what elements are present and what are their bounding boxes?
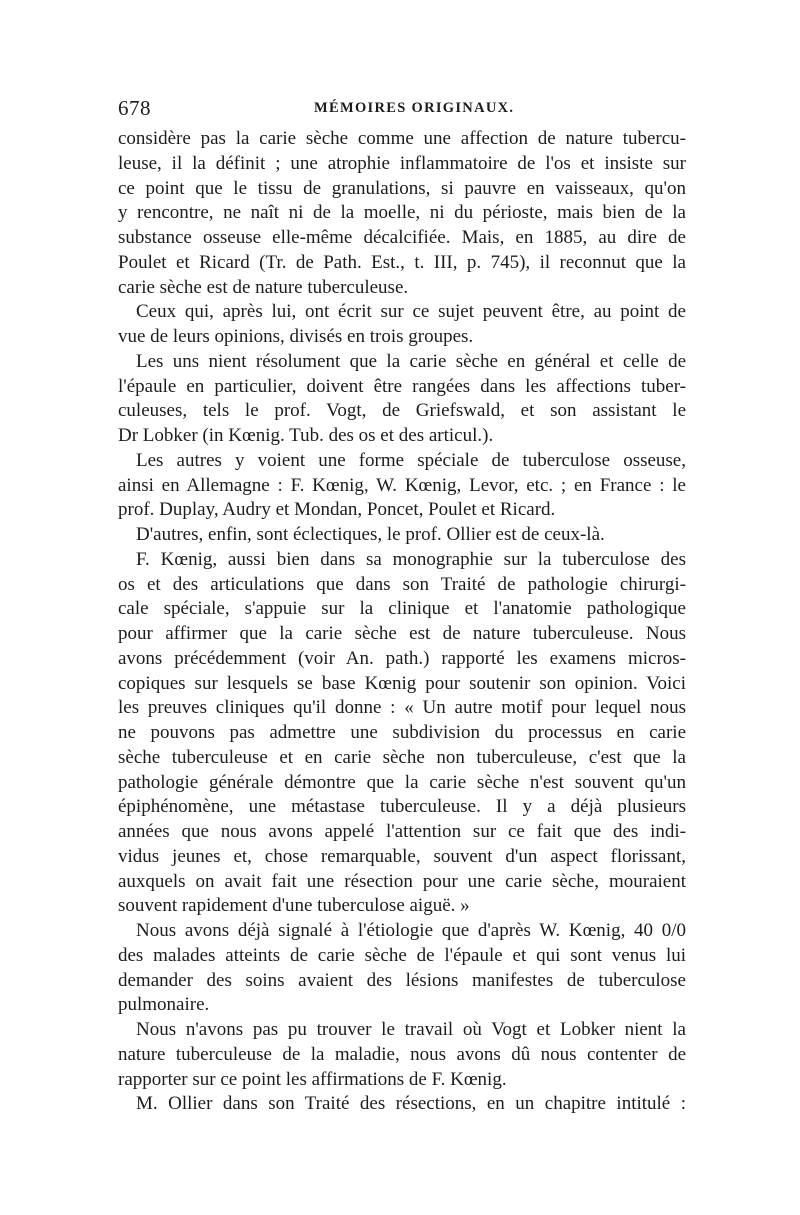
text-line: Les autres y voient une forme spéciale de tuberculose osseuse, <box>136 449 686 471</box>
text-line: leuse, il la définit ; une atrophie inflammatoire de l'os et insiste sur <box>118 152 686 174</box>
text-line: pathologie générale démontre que la carie sèche n'est souvent qu'un <box>118 771 686 793</box>
text-line: cale spéciale, s'appuie sur la clinique et l'anatomie pathologique <box>118 598 686 620</box>
page-header <box>118 96 688 122</box>
text-line: des malades atteints de carie sèche de l'épaule et qui sont venus lui <box>118 944 686 966</box>
text-line: F. Kœnig, aussi bien dans sa monographie sur la tuberculose des <box>136 548 686 570</box>
text-line: considère pas la carie sèche comme une affection de nature tubercu- <box>118 128 686 149</box>
text-line: nature tuberculeuse de la maladie, nous avons dû nous contenter de <box>118 1043 686 1065</box>
text-line: ainsi en Allemagne : F. Kœnig, W. Kœnig, Levor, etc. ; en France : le <box>118 474 686 496</box>
running-title: MÉMOIRES ORIGINAUX. <box>314 100 515 116</box>
text-line: vue de leurs opinions, divisés en trois groupes. <box>118 326 474 347</box>
text-line: souvent rapidement d'une tuberculose aiguë. » <box>118 895 470 917</box>
text-line: Ceux qui, après lui, ont écrit sur ce sujet peuvent être, au point de <box>136 301 686 323</box>
text-line: rapporter sur ce point les affirmations de F. Kœnig. <box>118 1068 507 1090</box>
text-line: copiques sur lesquels se base Kœnig pour soutenir son opinion. Voici <box>118 672 686 694</box>
text-line: pour affirmer que la carie sèche est de nature tuberculeuse. Nous <box>118 623 686 644</box>
text-line: culeuses, tels le prof. Vogt, de Griefswald, et son assistant le <box>118 400 686 422</box>
text-line: vidus jeunes et, chose remarquable, souvent d'un aspect florissant, <box>118 845 686 867</box>
text-line: les preuves cliniques qu'il donne : « Un autre motif pour lequel nous <box>118 697 686 719</box>
text-line: Nous n'avons pas pu trouver le travail où Vogt et Lobker nient la <box>136 1019 686 1040</box>
text-line: Nous avons déjà signalé à l'étiologie que d'après W. Kœnig, 40 0/0 <box>136 920 686 941</box>
text-line: M. Ollier dans son Traité des résections, en un chapitre intitulé : <box>136 1093 686 1115</box>
text-line: y rencontre, ne naît ni de la moelle, ni du périoste, mais bien de la <box>118 202 686 224</box>
body-text <box>118 127 686 1117</box>
text-line: os et des articulations que dans son Traité de pathologie chirurgi- <box>118 573 686 595</box>
text-line: sèche tuberculeuse et en carie sèche non tuberculeuse, c'est que la <box>118 746 686 768</box>
text-line: épiphénomène, une métastase tuberculeuse. Il y a déjà plusieurs <box>118 796 686 818</box>
text-line: auxquels on avait fait une résection pour une carie sèche, mouraient <box>118 870 686 892</box>
text-line: avons précédemment (voir An. path.) rapporté les examens micros- <box>118 647 686 669</box>
text-line: pulmonaire. <box>118 994 210 1016</box>
text-line: prof. Duplay, Audry et Mondan, Poncet, Poulet et Ricard. <box>118 499 556 521</box>
text-line: demander des soins avaient des lésions manifestes de tuberculose <box>118 969 686 991</box>
text-line: l'épaule en particulier, doivent être rangées dans les affections tuber- <box>118 375 686 397</box>
text-line: années que nous avons appelé l'attention sur ce fait que des indi- <box>118 821 686 842</box>
text-line: ne pouvons pas admettre une subdivision du processus en carie <box>118 722 686 743</box>
text-line: ce point que le tissu de granulations, si pauvre en vaisseaux, qu'on <box>118 177 686 199</box>
text-line: Dr Lobker (in Kœnig. Tub. des os et des articul.). <box>118 425 494 446</box>
text-line: Les uns nient résolument que la carie sèche en général et celle de <box>136 350 686 372</box>
text-line: Poulet et Ricard (Tr. de Path. Est., t. III, p. 745), il reconnut que la <box>118 251 686 273</box>
page-number: 678 <box>118 96 151 120</box>
text-line: carie sèche est de nature tuberculeuse. <box>118 276 409 298</box>
text-line: substance osseuse elle-même décalcifiée. Mais, en 1885, au dire de <box>118 227 686 248</box>
text-line: D'autres, enfin, sont éclectiques, le prof. Ollier est de ceux-là. <box>136 524 605 545</box>
